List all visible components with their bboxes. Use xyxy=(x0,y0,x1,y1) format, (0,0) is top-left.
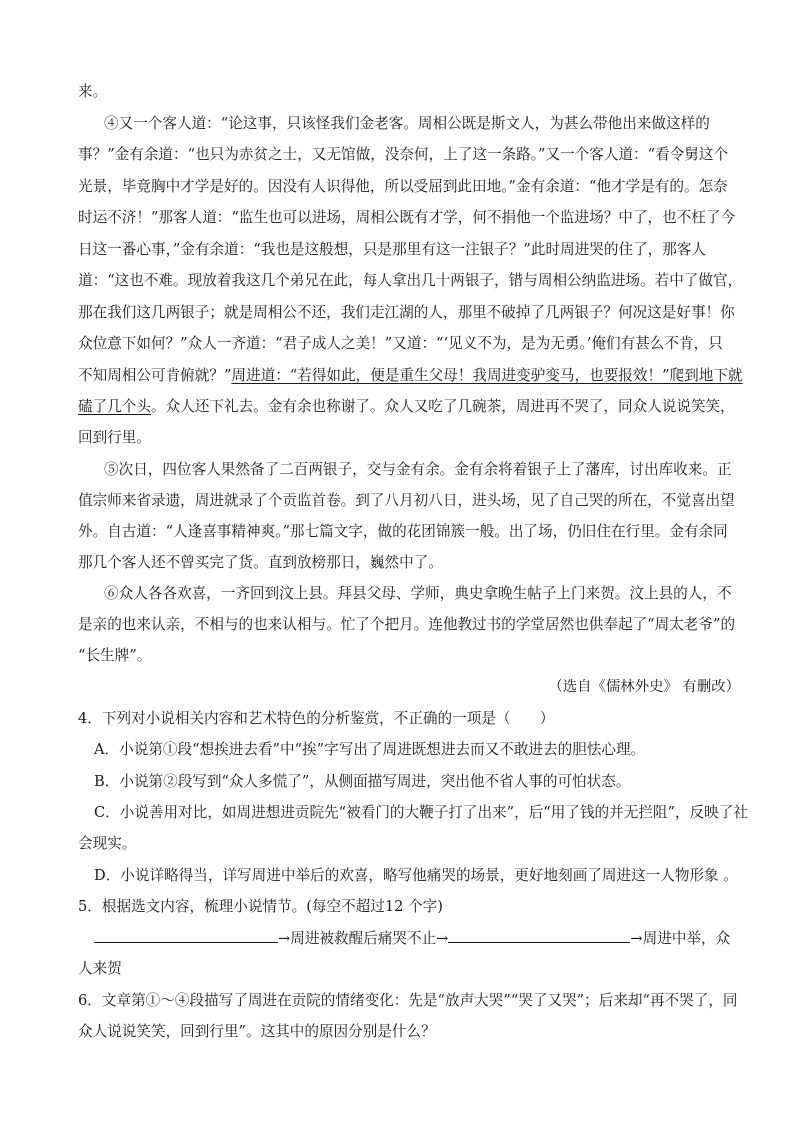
paragraph-4-line: 光景，毕竟胸中才学是好的。因没有人识得他，所以受屈到此田地。”金有余道：“他才学是有的。怎奈 xyxy=(78,178,728,195)
text-line: 来。 xyxy=(78,83,108,100)
question-4-stem: 4．下列对小说相关内容和艺术特色的分析鉴赏，不正确的一项是（ ） xyxy=(78,710,555,727)
paragraph-4-line: 日这一番心事，”金有余道：“我也是这般想，只是那里有这一注银子？”此时周进哭的住了，那客人 xyxy=(78,241,707,258)
paragraph-6-line: ⑥众人各各欢喜，一齐回到汶上县。拜县父母、学师，典史拿晚生帖子上门来贺。汶上县的人，不 xyxy=(104,585,732,602)
underlined-sentence: 磕了几个头 xyxy=(78,398,151,415)
question-5-plot-chain xyxy=(94,928,730,949)
question-4-option-d: D．小说详略得当，详写周进中举后的欢喜，略写他痛哭的场景，更好地刻画了周进这一人物形象 。 xyxy=(94,867,738,884)
question-6-stem: 6．文章第①～④段描写了周进在贡院的情绪变化：先是“放声大哭”“哭了又哭”；后来却“再不哭了，同 xyxy=(78,992,738,1009)
question-6-stem: 众人说说笑笑，回到行里”。这其中的原因分别是什么？ xyxy=(78,1023,436,1040)
plot-step: →周进被救醒后痛哭不止→ xyxy=(278,930,449,947)
question-4-option-a: A．小说第①段“想挨进去看”中“挨”字写出了周进既想进去而又不敢进去的胆怯心理。 xyxy=(94,741,646,758)
paragraph-5-line: 那几个客人还不曾买完了货。直到放榜那日，巍然中了。 xyxy=(78,554,443,571)
paragraph-4-line: 众位意下如何？”众人一齐道：“君子成人之美！”又道：“‘见义不为，是为无勇。’俺们有甚么不肯，只 xyxy=(78,335,723,352)
paragraph-5-line: ⑤次日，四位客人果然备了二百两银子，交与金有余。金有余将着银子上了藩库，讨出库收来。正 xyxy=(104,461,732,478)
plain-text: 。众人还下礼去。金有余也称谢了。众人又吃了几碗茶，周进再不哭了，同众人说说笑笑， xyxy=(150,398,735,415)
paragraph-6-line: “长生牌”。 xyxy=(78,647,152,664)
answer-blank-1[interactable] xyxy=(94,928,278,943)
question-5-stem: 5．根据选文内容，梳理小说情节。(每空不超过12 个字) xyxy=(78,898,443,915)
question-5-plot-chain: 人来贺 xyxy=(78,960,122,977)
paragraph-4-line xyxy=(78,397,735,417)
paragraph-6-line: 是亲的也来认亲，不相与的也来认相与。忙了个把月。连他教过书的学堂居然也供奉起了“周太老爷”的 xyxy=(78,616,736,633)
underlined-sentence: 周进道：“若得如此，便是重生父母！我周进变驴变马，也要报效！”爬到地下就 xyxy=(231,367,743,384)
paragraph-4-line xyxy=(78,366,743,386)
plain-text: 不知周相公可肯俯就？” xyxy=(78,367,232,384)
question-4-option-c: C．小说善用对比，如周进想进贡院先“被看门的大鞭子打了出来”，后“用了钱的并无拦阻”，反映了社 xyxy=(94,804,748,821)
question-4-option-c: 会现实。 xyxy=(78,835,137,852)
paragraph-4-line: 道：“这也不难。现放着我这几个弟兄在此，每人拿出几十两银子，错与周相公纳监进场。若中了做官， xyxy=(78,272,743,289)
paragraph-4-line: 那在我们这几两银子；就是周相公不还，我们走江湖的人，那里不破掉了几两银子？何况这是好事！你 xyxy=(78,304,735,321)
paragraph-5-line: 值宗师来省录遗，周进就录了个贡监首卷。到了八月初八日，进头场，见了自己哭的所在，不觉喜出望 xyxy=(78,492,735,509)
paragraph-4-line: ④又一个客人道：“论这事，只该怪我们金老客。周相公既是斯文人，为甚么带他出来做这样的 xyxy=(104,115,710,132)
paragraph-4-line: 时运不济！”那客人道：“监生也可以进场，周相公既有才学，何不捐他一个监进场？中了，也不枉了今 xyxy=(78,209,736,226)
plot-step: →周进中举，众 xyxy=(630,930,731,947)
answer-blank-2[interactable] xyxy=(448,928,630,943)
question-4-option-b: B．小说第②段写到“众人多慌了”，从侧面描写周进，突出他不省人事的可怕状态。 xyxy=(94,773,631,790)
paragraph-5-line: 外。自古道：“人逢喜事精神爽。”那七篇文字，做的花团锦簇一般。出了场，仍旧住在行里。金有余同 xyxy=(78,523,728,540)
paragraph-4-line: 事？”金有余道：“也只为赤贫之士，又无馆做，没奈何，上了这一条路。”又一个客人道：“看令舅这个 xyxy=(78,146,729,163)
source-citation: （选自《儒林外史》 有删改） xyxy=(548,679,740,695)
paragraph-4-line: 回到行里。 xyxy=(78,429,151,446)
